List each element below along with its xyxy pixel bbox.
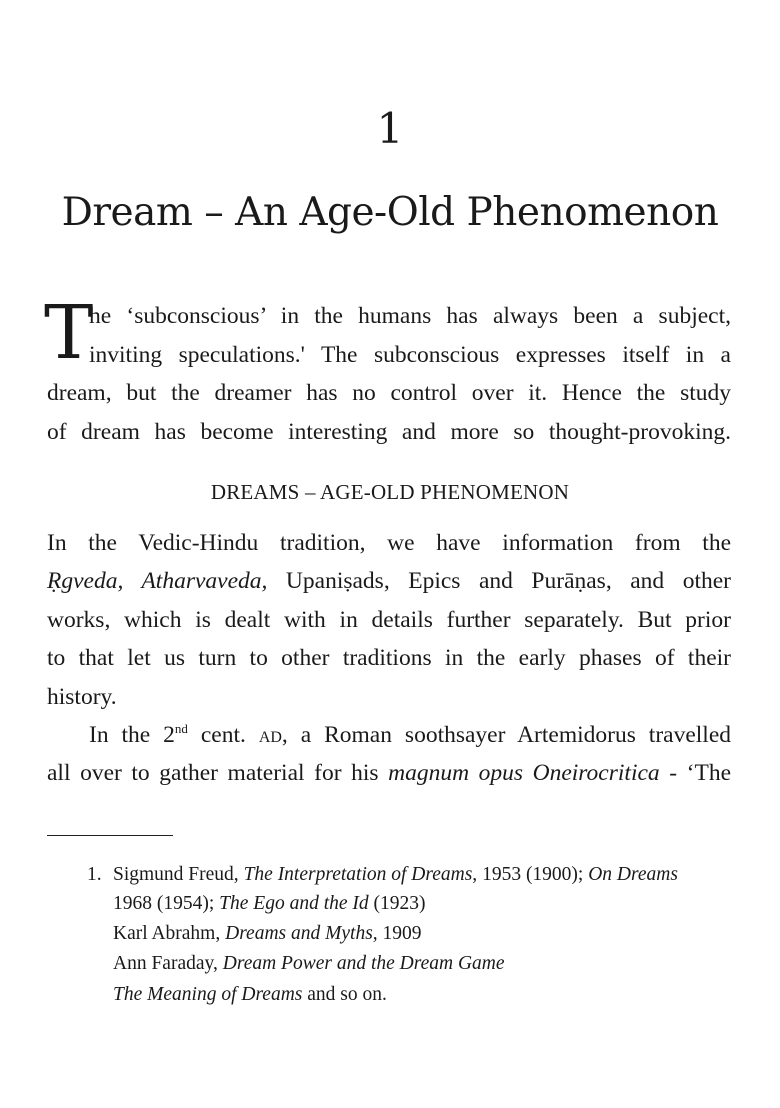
text-line (47, 417, 731, 447)
text-segment: 1953 (1900); (477, 864, 589, 885)
text-segment: Karl Abrahm, (113, 923, 226, 944)
text-segment: , a Roman soothsayer Artemidorus travelled (281, 722, 731, 748)
text-line (47, 566, 731, 596)
footnote-line (113, 891, 426, 917)
text-segment: works, which is dealt with in details further separately. But prior (47, 607, 731, 633)
chapter-number: 1 (376, 104, 404, 153)
footnote-line (113, 921, 422, 947)
text-line (89, 340, 731, 370)
text-line (89, 301, 731, 331)
text-segment: ad (258, 722, 282, 748)
text-segment: nd (174, 721, 188, 736)
text-segment: to that let us turn to other traditions in the early phases of their (47, 645, 731, 671)
text-segment: Upaniṣads, Epics and Purāṇas, and other (267, 568, 731, 594)
drop-cap: T (44, 290, 94, 376)
text-segment: inviting speculations.' The subconscious expresses itself in a (89, 342, 731, 368)
text-line (47, 605, 731, 635)
text-line (47, 378, 731, 408)
text-segment: In the Vedic-Hindu tradition, we have information from the (47, 530, 731, 556)
text-segment: Ann Faraday, (113, 953, 223, 974)
text-segment: dream, but the dreamer has no control over it. Hence the study (47, 380, 731, 406)
text-line (89, 720, 731, 750)
text-segment: and so on. (302, 984, 387, 1005)
footnote-line (113, 982, 387, 1008)
italic-text: magnum opus Oneirocritica (388, 760, 660, 786)
chapter-title: Dream – An Age-Old Phenomenon (61, 190, 719, 235)
italic-text: Ṛgveda, Atharvaveda, (47, 568, 268, 594)
italic-text: The Ego and the Id (219, 893, 369, 914)
text-segment: (1923) (368, 893, 426, 914)
italic-text: The Meaning of Dreams (113, 984, 303, 1005)
text-segment: he ‘subconscious’ in the humans has always been a subject, (89, 303, 731, 329)
text-line (47, 643, 731, 673)
text-segment: history. (47, 684, 117, 710)
text-segment: In the 2 (89, 722, 175, 748)
text-segment: cent. (187, 722, 259, 748)
text-segment: Sigmund Freud, (113, 864, 244, 885)
text-segment: all over to gather material for his (47, 760, 389, 786)
italic-text: On Dreams (588, 864, 678, 885)
text-line (47, 682, 731, 712)
text-line (47, 528, 731, 558)
text-segment: 1909 (377, 923, 422, 944)
text-line (47, 758, 731, 788)
footnote-number: 1. (87, 864, 102, 885)
footnote-line (113, 951, 505, 977)
text-segment: of dream has become interesting and more so thought-provoking. (47, 419, 731, 445)
text-segment: - ‘The (659, 760, 731, 786)
text-segment: 1968 (1954); (113, 893, 220, 914)
footnote-line (113, 862, 678, 888)
section-heading: DREAMS – AGE-OLD PHENOMENON (210, 480, 570, 504)
italic-text: Dream Power and the Dream Game (222, 953, 505, 974)
footnote-divider (47, 835, 173, 836)
italic-text: Dreams and Myths, (225, 923, 378, 944)
italic-text: The Interpretation of Dreams, (243, 864, 478, 885)
